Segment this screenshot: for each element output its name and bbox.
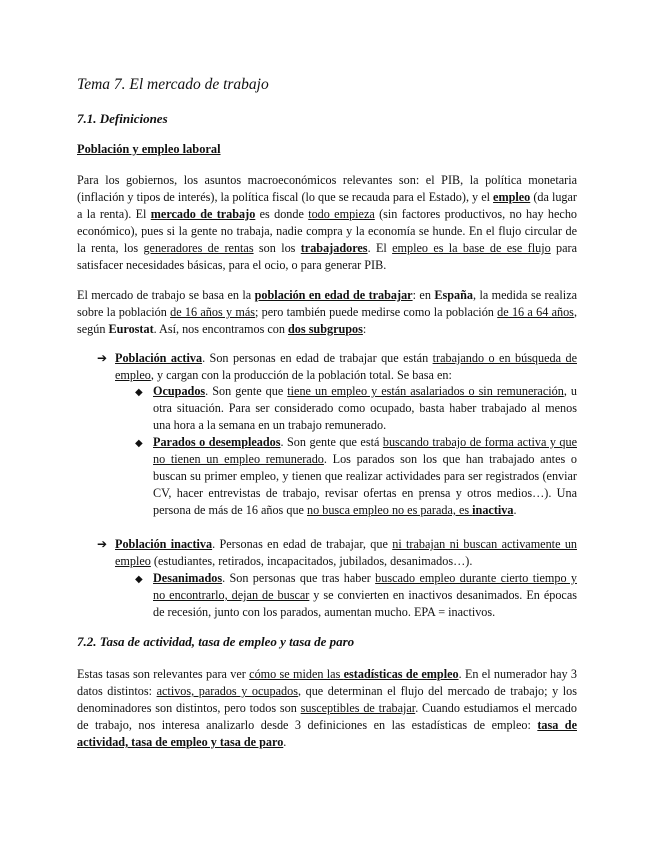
document-title: Tema 7. El mercado de trabajo [77, 76, 269, 93]
arrow-bullet-icon: ➔ [97, 351, 108, 365]
diamond-bullet-icon: ◆ [135, 574, 143, 585]
section-heading-definiciones: 7.1. Definiciones [77, 111, 168, 126]
diamond-bullet-icon: ◆ [135, 438, 143, 449]
list-item-poblacion-activa: Población activa. Son personas en edad de trabajar que están trabajando o en búsqueda de empleo, y cargan con la producción de la población total. Se basa en: [115, 351, 577, 382]
list-item-parados: Parados o desempleados. Son gente que está buscando trabajo de forma activa y que no tienen un empleo remunerado. Los parados son los que han trabajado antes o buscan su primer empleo, y tienen que realizar actividades para ser registrados (enviar CV, hacer entrevistas de trabajo, revisar ofertas en prensa y otros medios…). Una persona de más de 16 años que no busca empleo no es parada, es inactiva. [153, 435, 577, 517]
arrow-bullet-icon: ➔ [97, 537, 108, 551]
list-item-ocupados: Ocupados. Son gente que tiene un empleo y están asalariados o sin remuneración, u otra situación. Para ser considerado como ocupado, basta haber trabajado al menos una hora a la semana en un trabajo remunerado. [153, 384, 577, 432]
paragraph-tasas: Estas tasas son relevantes para ver cómo se miden las estadísticas de empleo. En el numerador hay 3 datos distintos: activos, parados y ocupados, que determinan el flujo del mercado de trabajo; y los denominadores son distintos, pero todos son susceptibles de trabajar. Cuando estudiamos el mercado de trabajo, nos interesa analizarlo desde 3 definiciones en las estadísticas de empleo: tasa de actividad, tasa de empleo y tasa de paro. [77, 667, 578, 749]
list-item-desanimados: Desanimados. Son personas que tras haber buscado empleo durante cierto tiempo y no encontrarlo, dejan de buscar y se convierten en inactivos desanimados. En épocas de recesión, junto con los parados, aumentan mucho. EPA = inactivos. [153, 571, 577, 619]
list-item-poblacion-inactiva: Población inactiva. Personas en edad de trabajar, que ni trabajan ni buscan activamente un empleo (estudiantes, retirados, incapacitados, jubilados, desanimados…). [115, 537, 578, 568]
section-heading-tasas: 7.2. Tasa de actividad, tasa de empleo y tasa de paro [77, 634, 355, 649]
diamond-bullet-icon: ◆ [135, 387, 143, 398]
paragraph-mercado-trabajo: El mercado de trabajo se basa en la población en edad de trabajar: en España, la medida se realiza sobre la población de 16 años y más; pero también puede medirse como la población de 16 a 64 años, según Eurostat. Así, nos encontramos con dos subgrupos: [77, 288, 578, 336]
paragraph-intro: Para los gobiernos, los asuntos macroeconómicos relevantes son: el PIB, la política monetaria (inflación y tipos de interés), la política fiscal (lo que se recauda para el Estado), y el empleo (da lugar a la renta). El mercado de trabajo es donde todo empieza (sin factores productivos, no hay hecho económico), pues si la gente no trabaja, nadie compra y la economía se hunde. En el flujo circular de la renta, los generadores de rentas son los trabajadores. El empleo es la base de ese flujo para satisfacer necesidades básicas, para el ocio, o para generar PIB. [77, 173, 578, 272]
subheading-poblacion-empleo: Población y empleo laboral [77, 142, 221, 156]
